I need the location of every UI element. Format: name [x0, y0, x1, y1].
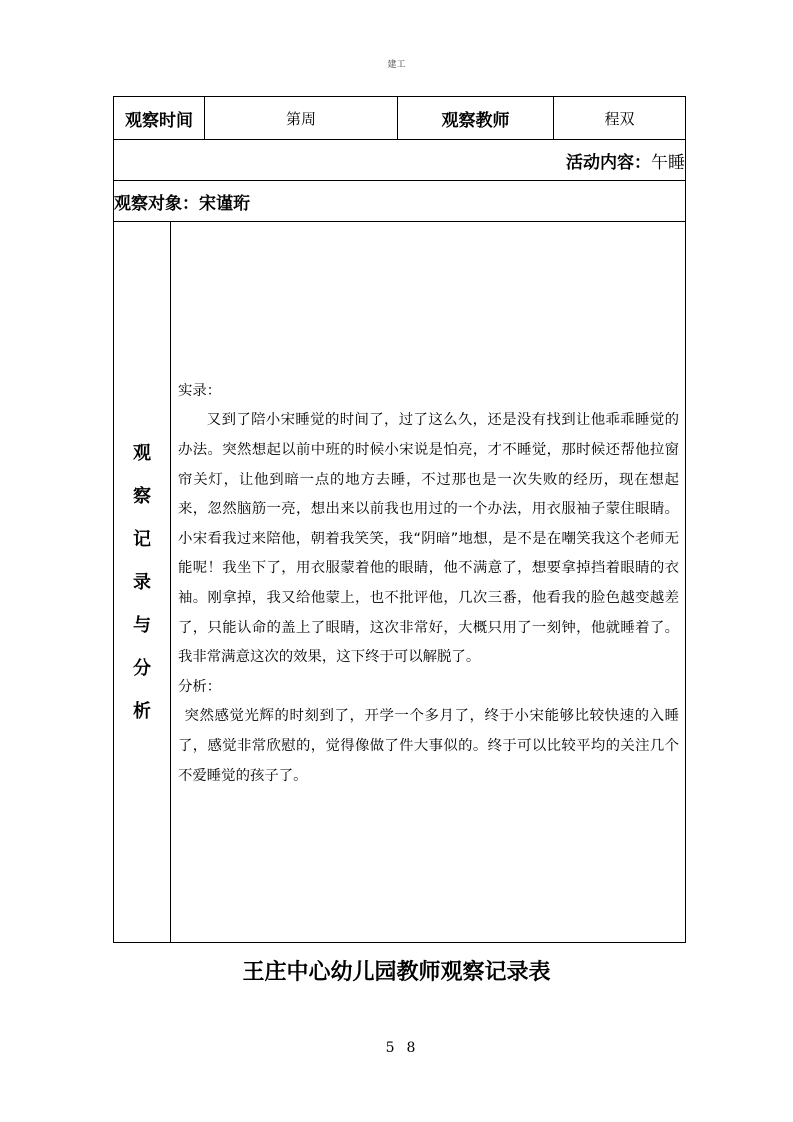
side-char: 分: [133, 657, 151, 679]
subject-row: [114, 181, 686, 222]
header-row: [114, 97, 686, 140]
school-form-title: 王庄中心幼儿园教师观察记录表: [242, 959, 551, 985]
activity-cell: [114, 140, 686, 181]
observer-teacher-label: 观察教师: [398, 97, 554, 140]
activity-value: 午睡: [651, 152, 685, 173]
record-row: [114, 222, 686, 943]
side-char: 察: [133, 485, 151, 507]
observer-teacher-value: 程双: [554, 97, 686, 140]
side-char: 与: [133, 614, 151, 636]
record-heading: 实录：: [178, 382, 222, 399]
analysis-heading: 分析：: [178, 678, 222, 695]
activity-label: 活动内容：: [566, 152, 651, 173]
observation-subject: 观察对象：宋谨珩: [114, 181, 686, 222]
analysis-text: 突然感觉光辉的时刻到了，开学一个多月了，终于小宋能够比较快速的入睡了，感觉非常欣慰的，觉得像做了件大事似的。终于可以比较平均的关注几个不爱睡觉的孩子了。: [178, 708, 679, 784]
side-char: 观: [133, 442, 151, 464]
header-mark: 建工: [387, 60, 406, 70]
observation-record-table: [113, 96, 686, 943]
activity-row: [114, 140, 686, 181]
side-char: 记: [133, 528, 151, 550]
side-char: 录: [133, 571, 151, 593]
side-char: 析: [133, 700, 151, 722]
record-analysis-side-label: [114, 222, 171, 943]
page-number: 58: [385, 1040, 428, 1056]
record-content-cell: [171, 222, 686, 943]
observation-time-value: 第周: [205, 97, 398, 140]
record-text: 又到了陪小宋睡觉的时间了，过了这么久，还是没有找到让他乖乖睡觉的办法。突然想起以前中班的时候小宋说是怕亮，才不睡觉，那时候还帮他拉窗帘关灯，让他到暗一点的地方去睡，不过那也是一次失败的经历，现在想起来，忽然脑筋一亮，想出来以前我也用过的一个办法，用衣服袖子蒙住眼睛。小宋看我过来陪他，朝着我笑笑，我“阴暗”地想，是不是在嘲笑我这个老师无能呢！我坐下了，用衣服蒙着他的眼睛，他不满意了，想要拿掉挡着眼睛的衣袖。刚拿掉，我又给他蒙上，也不批评他，几次三番，他看我的脸色越变越差了，只能认命的盖上了眼睛，这次非常好，大概只用了一刻钟，他就睡着了。我非常满意这次的效果，这下终于可以解脱了。: [178, 412, 679, 666]
observation-time-label: 观察时间: [114, 97, 205, 140]
